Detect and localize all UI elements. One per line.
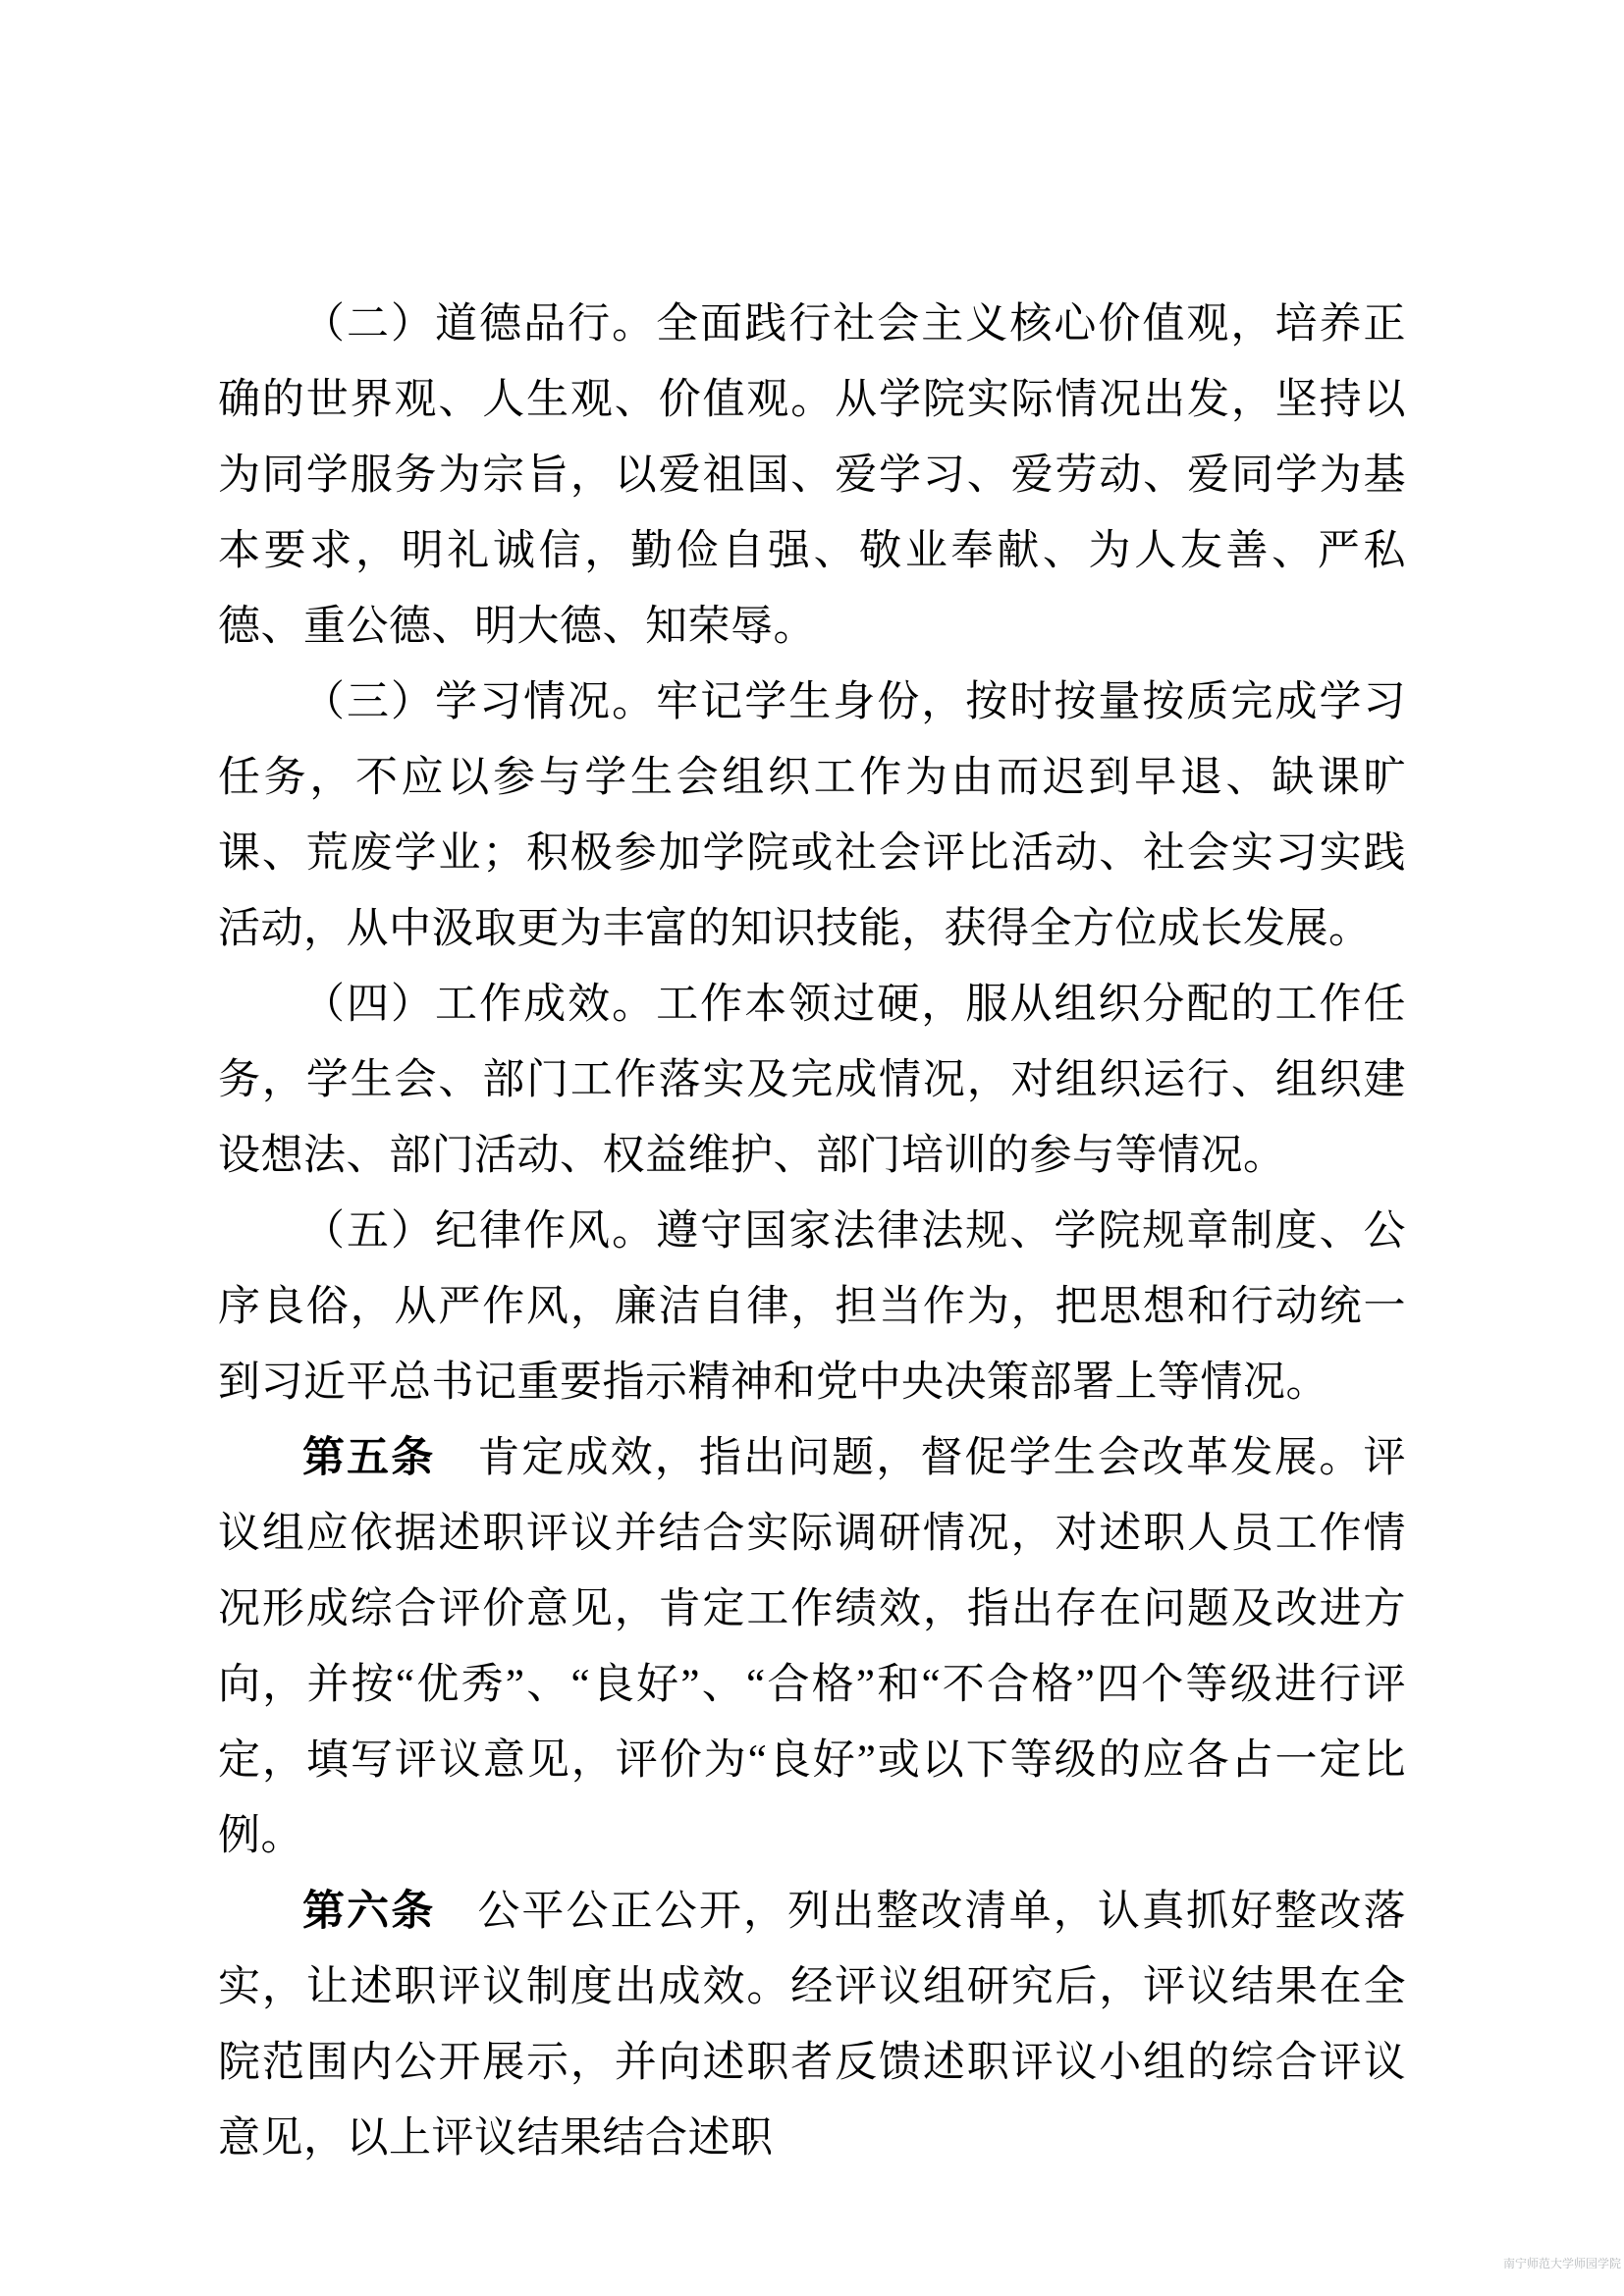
watermark: 南宁师范大学师园学院	[1503, 2257, 1622, 2270]
para-moral-conduct-body: （二）道德品行。全面践行社会主义核心价值观，培养正确的世界观、人生观、价值观。从学院实际情况出发，坚持以为同学服务为宗旨，以爱祖国、爱学习、爱劳动、爱同学为基本要求，明礼诚信，勤俭自强、敬业奉献、为人友善、严私德、重公德、明大德、知荣辱。	[218, 301, 1406, 650]
para-discipline-style-body: （五）纪律作风。遵守国家法律法规、学院规章制度、公序良俗，从严作风，廉洁自律，担当作为，把思想和行动统一到习近平总书记重要指示精神和党中央决策部署上等情况。	[218, 1208, 1406, 1406]
para-study-situation-body: （三）学习情况。牢记学生身份，按时按量按质完成学习任务，不应以参与学生会组织工作为由而迟到早退、缺课旷课、荒废学业；积极参加学院或社会评比活动、社会实习实践活动，从中汲取更为丰富的知识技能，获得全方位成长发展。	[218, 679, 1406, 952]
para-article-6-head: 第六条	[302, 1888, 436, 1935]
para-work-effectiveness	[218, 967, 1406, 1194]
para-article-5-head: 第五条	[302, 1434, 436, 1481]
para-article-5-body: 肯定成效，指出问题，督促学生会改革发展。评议组应依据述职评议并结合实际调研情况，对述职人员工作情况形成综合评价意见，肯定工作绩效，指出存在问题及改进方向，并按“优秀”、“良好”、“合格”和“不合格”四个等级进行评定，填写评议意见，评价为“良好”或以下等级的应各占一定比例。	[218, 1435, 1407, 1859]
para-article-6	[218, 1874, 1406, 2176]
document-text-block	[218, 287, 1406, 2176]
para-moral-conduct	[218, 287, 1406, 665]
para-article-6-body: 公平公正公开，列出整改清单，认真抓好整改落实，让述职评议制度出成效。经评议组研究后，评议结果在全院范围内公开展示，并向述职者反馈述职评议小组的综合评议意见，以上评议结果结合述职	[218, 1889, 1407, 2162]
para-study-situation	[218, 665, 1406, 967]
para-discipline-style	[218, 1194, 1406, 1420]
para-work-effectiveness-body: （四）工作成效。工作本领过硬，服从组织分配的工作任务，学生会、部门工作落实及完成情况，对组织运行、组织建设想法、部门活动、权益维护、部门培训的参与等情况。	[218, 982, 1406, 1179]
para-article-5	[218, 1420, 1406, 1874]
